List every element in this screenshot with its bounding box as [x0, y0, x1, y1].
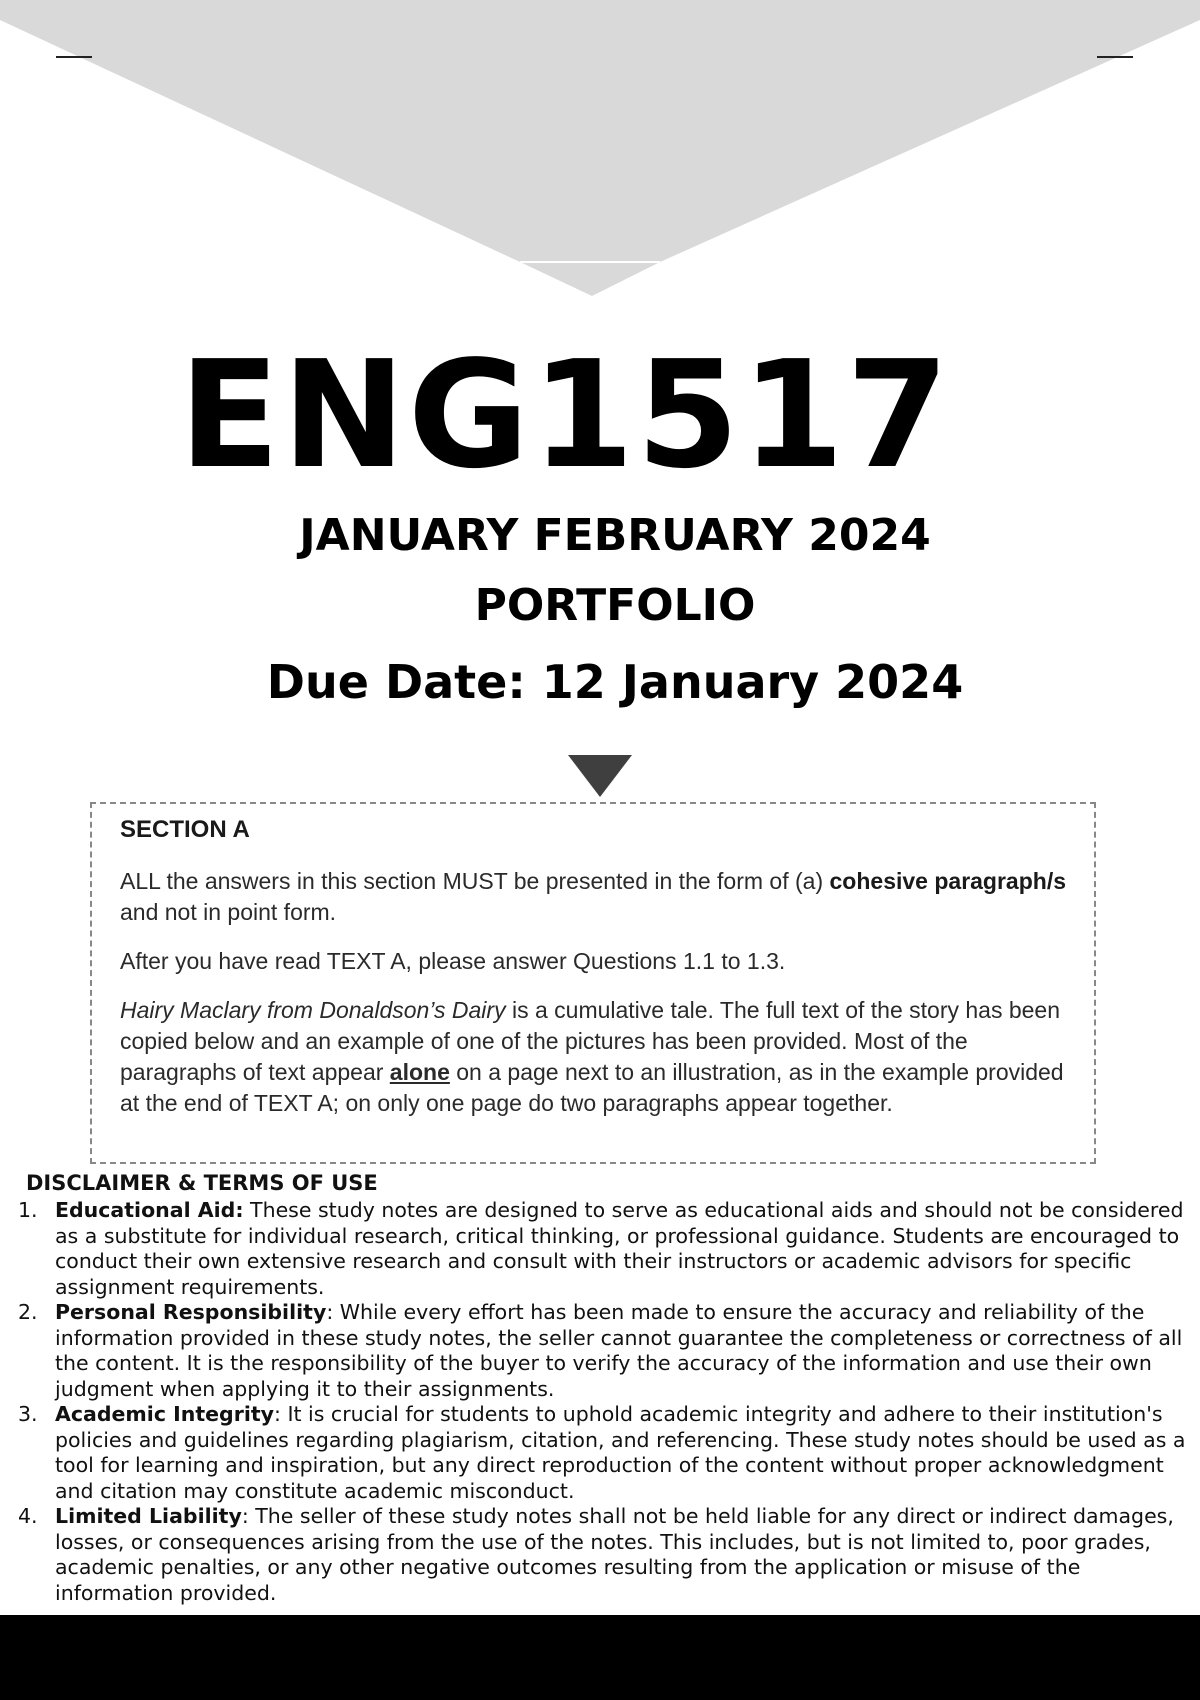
session-subtitle: JANUARY FEBRUARY 2024	[299, 510, 931, 561]
due-date-subtitle: Due Date: 12 January 2024	[266, 655, 964, 709]
decorative-chevron-banner	[0, 0, 1200, 300]
list-text: : It is crucial for students to uphold academic integrity and adhere to their institution's policies and guidelines regarding plagiarism, citation, and referencing. These study notes should be used as a tool for learning and inspiration, but any direct reproduction of the content without proper acknowledgment and citation may constitute academic misconduct.	[55, 1402, 1186, 1503]
list-term: Personal Responsibility	[55, 1300, 327, 1324]
list-number: 3.	[18, 1402, 38, 1426]
corner-mark-left	[56, 56, 92, 58]
disclaimer-title: DISCLAIMER & TERMS OF USE	[26, 1171, 378, 1195]
section-a-box	[90, 802, 1096, 1164]
disclaimer-item	[18, 1300, 1188, 1402]
paragraph-1-bold-text: cohesive paragraph/s	[829, 868, 1067, 894]
paragraph-1-text-end: and not in point form.	[120, 899, 337, 925]
story-title-italic: Hairy Maclary from Donaldson’s Dairy	[120, 997, 506, 1023]
disclaimer-item	[18, 1504, 1188, 1606]
section-a-paragraph-3	[120, 995, 1070, 1119]
down-arrow-icon	[568, 755, 632, 797]
list-text: These study notes are designed to serve as educational aids and should not be considered as a substitute for individual research, critical thinking, or professional guidance. Students are encouraged to conduct their own extensive research and consult with their instructors or academic advisors for specific assignment requirements.	[55, 1198, 1184, 1299]
course-code-title: ENG1517	[178, 329, 952, 501]
list-text: : While every effort has been made to ensure the accuracy and reliability of the information provided in these study notes, the seller cannot guarantee the completeness or correctness of all the content. It is the responsibility of the buyer to verify the accuracy of the information and use their own judgment when applying it to their assignments.	[55, 1300, 1183, 1401]
disclaimer-item	[18, 1402, 1188, 1504]
disclaimer-list	[18, 1198, 1188, 1606]
footer-bar	[0, 1615, 1200, 1700]
list-text: : The seller of these study notes shall not be held liable for any direct or indirect damages, losses, or consequences arising from the use of the notes. This includes, but is not limited to, poor grades, academic penalties, or any other negative outcomes resulting from the application or misuse of the information provided.	[55, 1504, 1174, 1605]
corner-mark-right	[1097, 56, 1133, 58]
paragraph-1-text: ALL the answers in this section MUST be presented in the form of (a)	[120, 868, 830, 894]
paragraph-3-text: is a cumulative tale. The full text of the story has been copied below and an example of one of the pictures has been provided. Most of the paragraphs of text appear	[120, 997, 1061, 1085]
section-a-paragraph-1	[120, 866, 1070, 928]
disclaimer-section	[18, 1170, 1188, 1606]
list-number: 2.	[18, 1300, 38, 1324]
paragraph-3-text-end: on a page next to an illustration, as in the example provided at the end of TEXT A; on only one page do two paragraphs appear together.	[120, 1059, 1064, 1116]
document-type-subtitle: PORTFOLIO	[474, 580, 756, 631]
disclaimer-item	[18, 1198, 1188, 1300]
list-number: 1.	[18, 1198, 38, 1222]
section-a-heading: SECTION A	[120, 816, 250, 843]
list-term: Academic Integrity	[55, 1402, 275, 1426]
list-term: Limited Liability	[55, 1504, 242, 1528]
section-a-paragraph-2: After you have read TEXT A, please answer Questions 1.1 to 1.3.	[120, 948, 786, 974]
list-term: Educational Aid:	[55, 1198, 244, 1222]
paragraph-3-underlined-word: alone	[389, 1059, 450, 1085]
list-number: 4.	[18, 1504, 38, 1528]
